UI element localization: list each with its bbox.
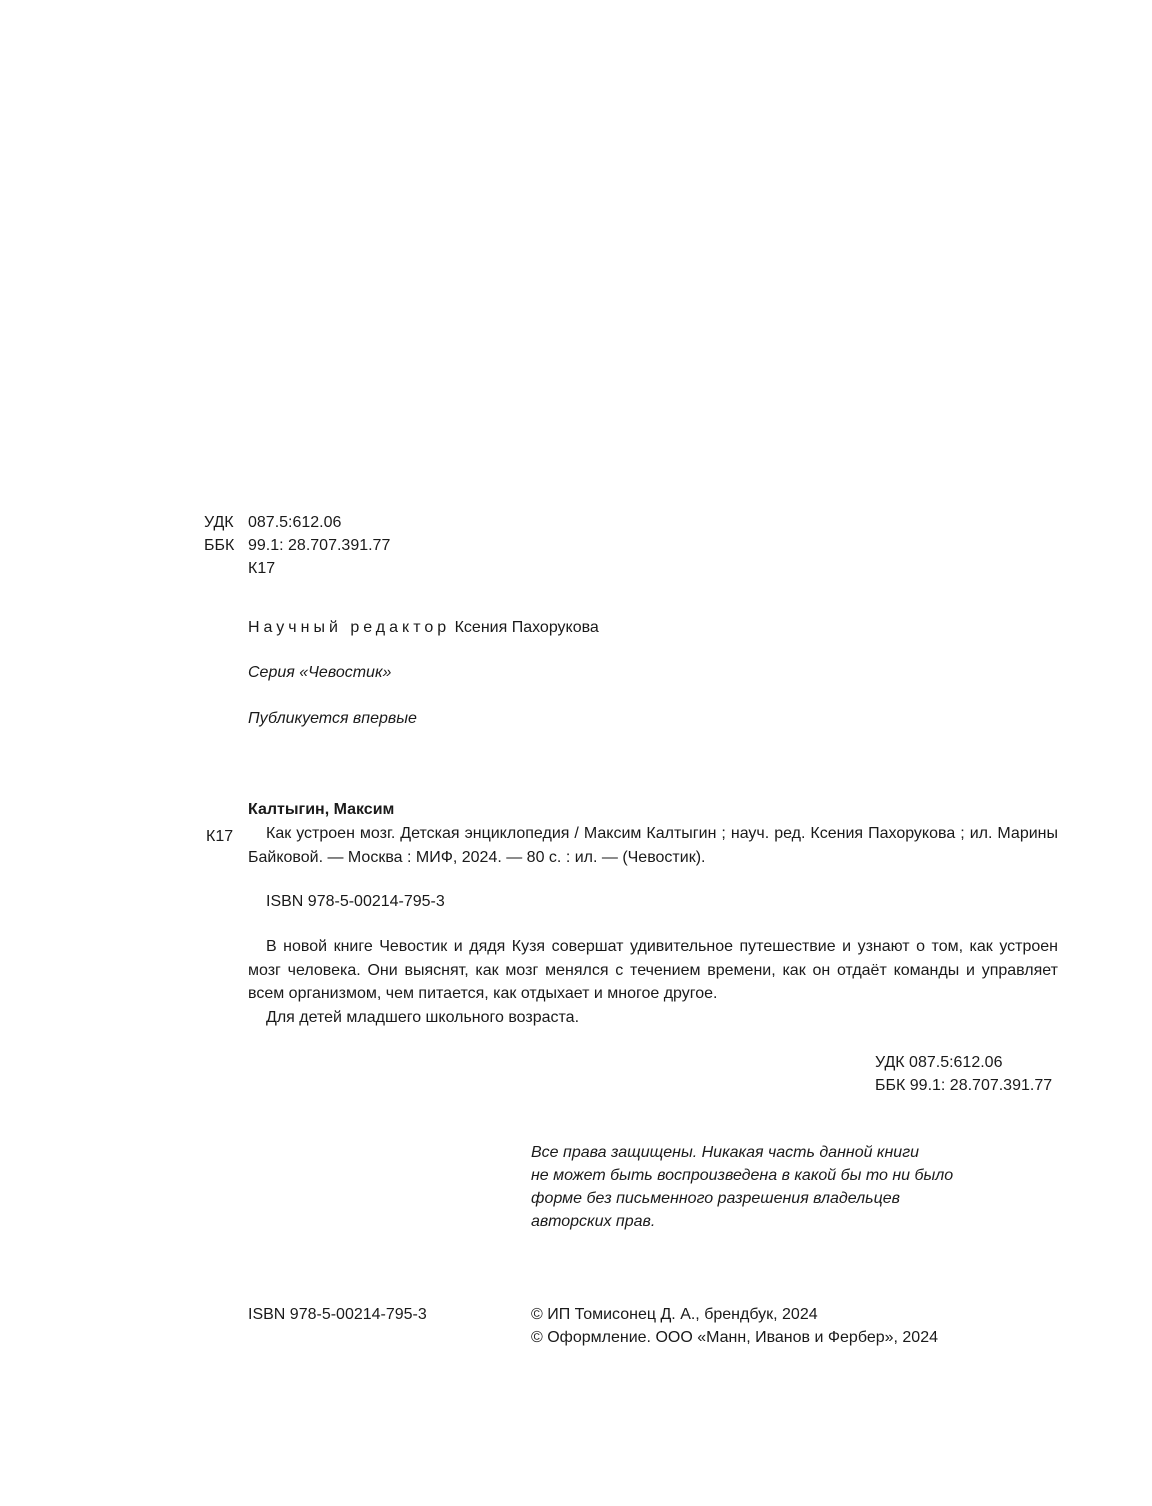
annotation-text: В новой книге Чевостик и дядя Кузя совершат удивительное путешествие и узнают о том, как устроен мозг человека. Они выяснят, как мозг менялся с течением времени, как он отдаёт команды и управляет всем организмом, чем питается, как отдыхает и многое другое.	[248, 938, 1058, 1002]
udk-value: 087.5:612.06	[248, 514, 342, 531]
isbn-entry: ISBN 978-5-00214-795-3	[266, 893, 445, 910]
author-mark-entry: К17	[206, 828, 234, 845]
udk-footer: УДК 087.5:612.06	[875, 1054, 1003, 1071]
author-mark-top: К17	[248, 560, 276, 577]
bibliographic-description	[248, 822, 1058, 869]
copyright-line-1: © ИП Томисонец Д. А., брендбук, 2024	[531, 1306, 818, 1323]
isbn-footer: ISBN 978-5-00214-795-3	[248, 1306, 427, 1323]
annotation	[248, 935, 1058, 1029]
rights-notice: Все права защищены. Никакая часть данной книги не может быть воспроизведена в какой бы то ни было форме без письменного разрешения владельцев авторских прав.	[531, 1144, 954, 1230]
copyright-line-2: © Оформление. ООО «Манн, Иванов и Фербер», 2024	[531, 1329, 938, 1346]
first-publication: Публикуется впервые	[248, 710, 417, 727]
bbk-label: ББК	[204, 537, 235, 554]
bbk-footer: ББК 99.1: 28.707.391.77	[875, 1077, 1053, 1094]
bbk-value: 99.1: 28.707.391.77	[248, 537, 391, 554]
editor-label: Научный редактор	[248, 619, 451, 636]
udk-label: УДК	[204, 514, 234, 531]
editor-name: Ксения Пахорукова	[454, 619, 599, 636]
series-line: Серия «Чевостик»	[248, 664, 392, 681]
description-text: Как устроен мозг. Детская энциклопедия / Максим Калтыгин ; науч. ред. Ксения Пахорукова ; ил. Марины Байковой. — Москва : МИФ, 2024. — 80 с. : ил. — (Чевостик).	[248, 825, 1058, 866]
scientific-editor	[248, 616, 599, 639]
annotation-audience: Для детей младшего школьного возраста.	[266, 1008, 580, 1026]
author-heading: Калтыгин, Максим	[248, 801, 395, 818]
